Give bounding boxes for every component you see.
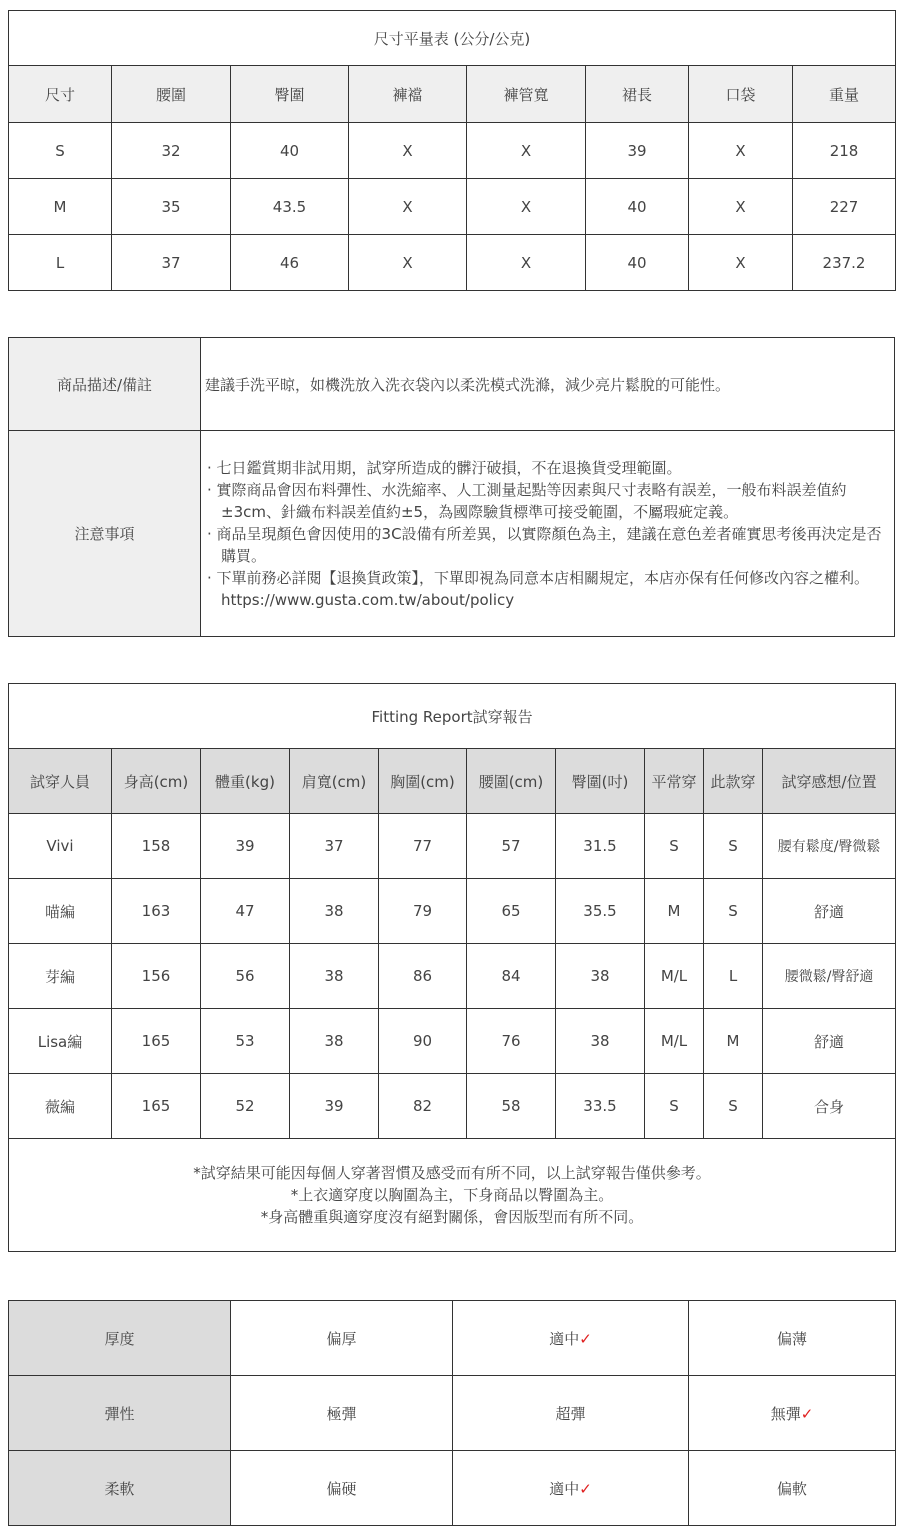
fabric-option (453, 1301, 689, 1376)
fabric-table (8, 1300, 896, 1526)
table-cell: 57 (467, 814, 556, 879)
fabric-option (453, 1376, 689, 1451)
table-cell: 218 (793, 123, 896, 179)
table-cell: 237.2 (793, 235, 896, 291)
table-row (9, 944, 896, 1009)
table-cell: M/L (645, 1009, 704, 1074)
column-header: 臀圍 (231, 66, 349, 123)
table-cell: M/L (645, 944, 704, 1009)
fitting-footnotes (9, 1139, 896, 1252)
table-cell: M (645, 879, 704, 944)
size-table (8, 10, 896, 291)
notes-list (201, 431, 895, 637)
check-icon: ✓ (579, 1329, 592, 1348)
note-item: · 七日鑑賞期非試用期，試穿所造成的髒汙破損，不在退換貨受理範圍。 (207, 458, 682, 477)
option-label: 偏厚 (326, 1329, 357, 1348)
table-cell: 38 (556, 1009, 645, 1074)
table-cell: Vivi (9, 814, 112, 879)
description-text: 建議手洗平晾，如機洗放入洗衣袋內以柔洗模式洗滌，減少亮片鬆脫的可能性。 (201, 338, 895, 431)
table-cell: S (704, 1074, 763, 1139)
table-cell: X (349, 235, 467, 291)
table-cell: 156 (112, 944, 201, 1009)
option-label: 偏薄 (776, 1329, 807, 1348)
table-cell: 喵編 (9, 879, 112, 944)
table-cell: 38 (290, 879, 379, 944)
fabric-label: 彈性 (9, 1376, 231, 1451)
column-header: 褲管寬 (467, 66, 586, 123)
table-cell: 165 (112, 1074, 201, 1139)
fabric-option (689, 1301, 896, 1376)
fabric-label: 柔軟 (9, 1451, 231, 1526)
table-cell: S (704, 814, 763, 879)
table-row (9, 123, 896, 179)
table-cell: S (704, 879, 763, 944)
table-row (9, 235, 896, 291)
table-cell: X (467, 179, 586, 235)
footnote: *試穿結果可能因每個人穿著習慣及感受而有所不同，以上試穿報告僅供參考。 (193, 1164, 711, 1182)
table-cell: 38 (290, 1009, 379, 1074)
fabric-row (9, 1301, 896, 1376)
column-header: 腰圍 (112, 66, 231, 123)
table-cell: 77 (379, 814, 467, 879)
table-cell: 46 (231, 235, 349, 291)
table-cell: 39 (586, 123, 689, 179)
table-cell: 82 (379, 1074, 467, 1139)
table-row (9, 814, 896, 879)
option-label: 極彈 (326, 1404, 357, 1423)
table-cell: X (349, 179, 467, 235)
column-header: 試穿感想/位置 (763, 749, 896, 814)
table-cell: 37 (290, 814, 379, 879)
column-header: 臀圍(吋) (556, 749, 645, 814)
table-cell: 39 (201, 814, 290, 879)
fabric-row (9, 1451, 896, 1526)
table-cell: 腰有鬆度/臀微鬆 (763, 814, 896, 879)
table-row (9, 879, 896, 944)
fabric-option (689, 1451, 896, 1526)
fabric-row (9, 1376, 896, 1451)
table-cell: 227 (793, 179, 896, 235)
column-header: 裙長 (586, 66, 689, 123)
column-header: 體重(kg) (201, 749, 290, 814)
option-label: 偏硬 (326, 1479, 357, 1498)
check-icon: ✓ (800, 1404, 814, 1423)
table-cell: 舒適 (763, 879, 896, 944)
fitting-report-table (8, 683, 896, 1252)
table-cell: S (645, 1074, 704, 1139)
table-cell: 舒適 (763, 1009, 896, 1074)
fitting-title: Fitting Report試穿報告 (9, 684, 896, 749)
fabric-option (689, 1376, 896, 1451)
column-header: 胸圍(cm) (379, 749, 467, 814)
column-header: 尺寸 (9, 66, 112, 123)
option-label: 適中 (549, 1479, 580, 1498)
option-label: 超彈 (555, 1404, 586, 1423)
table-cell: X (689, 179, 793, 235)
table-cell: 90 (379, 1009, 467, 1074)
option-label: 偏軟 (776, 1479, 807, 1498)
fabric-option (453, 1451, 689, 1526)
table-cell: 58 (467, 1074, 556, 1139)
column-header: 平常穿 (645, 749, 704, 814)
fabric-label: 厚度 (9, 1301, 231, 1376)
table-cell: 40 (231, 123, 349, 179)
table-cell: 47 (201, 879, 290, 944)
table-cell: X (689, 235, 793, 291)
table-cell: 33.5 (556, 1074, 645, 1139)
column-header: 重量 (793, 66, 896, 123)
table-cell: 53 (201, 1009, 290, 1074)
table-cell: 40 (586, 235, 689, 291)
table-cell: X (467, 123, 586, 179)
table-cell: M (9, 179, 112, 235)
column-header: 肩寬(cm) (290, 749, 379, 814)
table-cell: L (9, 235, 112, 291)
table-cell: 37 (112, 235, 231, 291)
table-cell: 合身 (763, 1074, 896, 1139)
option-label: 適中 (549, 1329, 580, 1348)
column-header: 褲襠 (349, 66, 467, 123)
column-header: 口袋 (689, 66, 793, 123)
column-header: 身高(cm) (112, 749, 201, 814)
note-item: · 商品呈現顏色會因使用的3C設備有所差異，以實際顏色為主，建議在意色差者確實思考後再決定是否購買。 (207, 524, 882, 565)
table-cell: 39 (290, 1074, 379, 1139)
table-cell: X (689, 123, 793, 179)
description-table (8, 337, 895, 637)
note-item: · 實際商品會因布料彈性、水洗縮率、人工測量起點等因素與尺寸表略有誤差，一般布料誤差值約±3cm、針織布料誤差值約±5，為國際驗貨標準可接受範圍，不屬瑕疵定義。 (207, 480, 847, 521)
table-cell: 40 (586, 179, 689, 235)
table-cell: 31.5 (556, 814, 645, 879)
check-icon: ✓ (579, 1479, 592, 1498)
fabric-option (231, 1301, 453, 1376)
table-cell: M (704, 1009, 763, 1074)
column-header: 腰圍(cm) (467, 749, 556, 814)
table-cell: 84 (467, 944, 556, 1009)
table-cell: 薇編 (9, 1074, 112, 1139)
table-cell: 35.5 (556, 879, 645, 944)
table-cell: 165 (112, 1009, 201, 1074)
table-cell: 38 (290, 944, 379, 1009)
table-cell: 腰微鬆/臀舒適 (763, 944, 896, 1009)
table-cell: 43.5 (231, 179, 349, 235)
table-cell: 163 (112, 879, 201, 944)
table-cell: 38 (556, 944, 645, 1009)
table-cell: 86 (379, 944, 467, 1009)
table-cell: 56 (201, 944, 290, 1009)
column-header: 此款穿 (704, 749, 763, 814)
table-cell: X (349, 123, 467, 179)
column-header: 試穿人員 (9, 749, 112, 814)
table-row (9, 1009, 896, 1074)
table-cell: X (467, 235, 586, 291)
fabric-option (231, 1376, 453, 1451)
table-cell: Lisa編 (9, 1009, 112, 1074)
table-row (9, 1074, 896, 1139)
fabric-option (231, 1451, 453, 1526)
table-row (9, 179, 896, 235)
table-cell: 芽編 (9, 944, 112, 1009)
table-cell: 79 (379, 879, 467, 944)
table-cell: S (645, 814, 704, 879)
size-table-title: 尺寸平量表 (公分/公克) (9, 11, 896, 66)
option-label: 無彈 (770, 1404, 801, 1423)
table-cell: 35 (112, 179, 231, 235)
footnote: *上衣適穿度以胸圍為主，下身商品以臀圍為主。 (290, 1186, 614, 1204)
table-cell: 76 (467, 1009, 556, 1074)
footnote: *身高體重與適穿度沒有絕對關係，會因版型而有所不同。 (260, 1208, 644, 1226)
table-cell: S (9, 123, 112, 179)
description-label: 商品描述/備註 (9, 338, 201, 431)
notes-label: 注意事項 (9, 431, 201, 637)
table-cell: 32 (112, 123, 231, 179)
table-cell: 158 (112, 814, 201, 879)
table-cell: L (704, 944, 763, 1009)
note-item: · 下單前務必詳閱【退換貨政策】，下單即視為同意本店相關規定，本店亦保有任何修改內容之權利。https://www.gusta.com.tw/about/policy (207, 568, 870, 609)
table-cell: 52 (201, 1074, 290, 1139)
table-cell: 65 (467, 879, 556, 944)
